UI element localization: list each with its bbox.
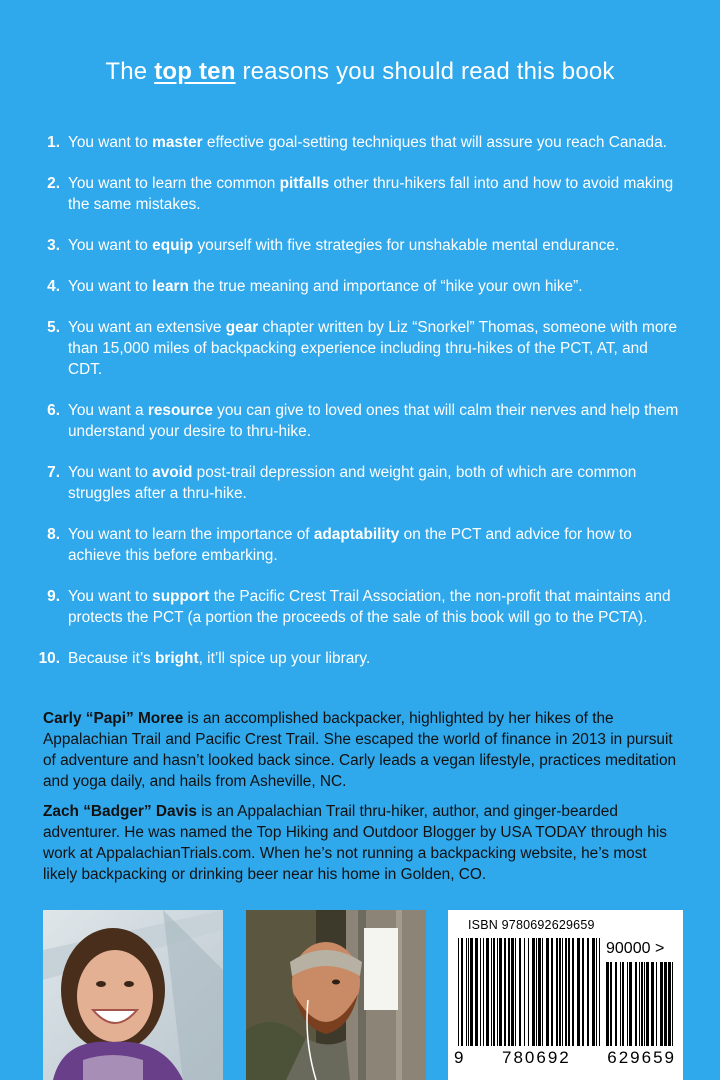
reason-text: You want to learn the true meaning and importance of “hike your own hike”. bbox=[68, 278, 583, 295]
author-bio-text: is an Appalachian Trail thru-hiker, author, and ginger-bearded adventurer. He was named the Top Hiking and Outdoor Blogger by USA TODAY through his work at AppalachianTrials.com. When he’s not running a backpacking website, he’s most likely backpacking or drinking beer near his home in Golden, CO. bbox=[43, 803, 667, 883]
reason-item-7 bbox=[30, 462, 680, 504]
reason-text: You want a resource you can give to loved ones that will calm their nerves and help them understand your desire to thru-hike. bbox=[68, 402, 679, 440]
reason-keyword: support bbox=[152, 588, 210, 605]
author-bio-text: is an accomplished backpacker, highlighted by her hikes of the Appalachian Trail and Pacific Crest Trail. She escaped the world of finance in 2013 in pursuit of adventure and hasn’t looked back since. Carly leads a vegan lifestyle, practices meditation and yoga daily, and hails from Asheville, NC. bbox=[43, 710, 677, 790]
reason-keyword: resource bbox=[147, 402, 213, 419]
reason-keyword: adaptability bbox=[313, 526, 400, 543]
isbn-barcode bbox=[448, 910, 683, 1080]
author-bio-carly bbox=[43, 708, 683, 792]
reason-number: 7. bbox=[47, 464, 60, 481]
author-bio-zach bbox=[43, 801, 683, 885]
reason-item-2 bbox=[30, 173, 680, 215]
reason-item-5 bbox=[30, 317, 680, 380]
reason-number: 9. bbox=[47, 588, 60, 605]
reason-number: 1. bbox=[47, 134, 60, 151]
reason-number: 10. bbox=[38, 650, 60, 667]
barcode-digit-group-left: 780692 bbox=[502, 1048, 571, 1067]
barcode-digit-group-right: 629659 bbox=[607, 1048, 676, 1067]
title-pre: The bbox=[105, 58, 155, 85]
author-photo-carly bbox=[43, 910, 223, 1080]
author-name: Zach “Badger” Davis bbox=[43, 803, 197, 820]
addon-barcode-bars bbox=[606, 962, 676, 1046]
reason-item-1 bbox=[30, 132, 680, 153]
page-title bbox=[0, 58, 720, 86]
reason-keyword: master bbox=[152, 134, 203, 151]
reason-number: 3. bbox=[47, 237, 60, 254]
price-code: 90000 > bbox=[606, 940, 665, 957]
reason-text: You want to equip yourself with five strategies for unshakable mental endurance. bbox=[68, 237, 620, 254]
reason-text: You want to avoid post-trail depression and weight gain, both of which are common struggles after a thru-hike. bbox=[68, 464, 637, 502]
title-post: reasons you should read this book bbox=[235, 58, 615, 85]
reason-number: 6. bbox=[47, 402, 60, 419]
reason-text: You want to support the Pacific Crest Trail Association, the non-profit that maintains and protects the PCT (a portion the proceeds of the sale of this book will go to the PCTA). bbox=[68, 588, 671, 626]
reason-number: 4. bbox=[47, 278, 60, 295]
barcode-digits bbox=[454, 1048, 676, 1068]
reason-text: You want to learn the common pitfalls other thru-hikers fall into and how to avoid making the same mistakes. bbox=[68, 175, 674, 213]
reason-keyword: equip bbox=[152, 237, 194, 254]
title-highlight: top ten bbox=[154, 58, 236, 85]
reason-item-4 bbox=[30, 276, 680, 297]
reason-keyword: learn bbox=[152, 278, 189, 295]
reason-item-8 bbox=[30, 524, 680, 566]
reason-item-3 bbox=[30, 235, 680, 256]
reason-text: You want to learn the importance of adaptability on the PCT and advice for how to achieve this before embarking. bbox=[68, 526, 632, 564]
reason-item-9 bbox=[30, 586, 680, 628]
barcode-bars bbox=[458, 938, 600, 1046]
barcode-digit-lead: 9 bbox=[454, 1048, 466, 1067]
reason-text: Because it’s bright, it’ll spice up your library. bbox=[68, 650, 371, 667]
author-photo-zach bbox=[246, 910, 426, 1080]
reason-keyword: bright bbox=[154, 650, 199, 667]
author-name: Carly “Papi” Moree bbox=[43, 710, 184, 727]
reason-keyword: avoid bbox=[152, 464, 193, 481]
reason-number: 8. bbox=[47, 526, 60, 543]
isbn-label: ISBN 9780692629659 bbox=[468, 918, 595, 932]
reason-number: 2. bbox=[47, 175, 60, 192]
reasons-list bbox=[30, 132, 680, 689]
reason-number: 5. bbox=[47, 319, 60, 336]
reason-item-6 bbox=[30, 400, 680, 442]
reason-text: You want an extensive gear chapter written by Liz “Snorkel” Thomas, someone with more than 15,000 miles of backpacking experience including thru-hikes of the PCT, AT, and CDT. bbox=[68, 319, 678, 378]
reason-item-10 bbox=[30, 648, 680, 669]
reason-keyword: gear bbox=[225, 319, 259, 336]
reason-keyword: pitfalls bbox=[279, 175, 330, 192]
reason-text: You want to master effective goal-setting techniques that will assure you reach Canada. bbox=[68, 134, 667, 151]
